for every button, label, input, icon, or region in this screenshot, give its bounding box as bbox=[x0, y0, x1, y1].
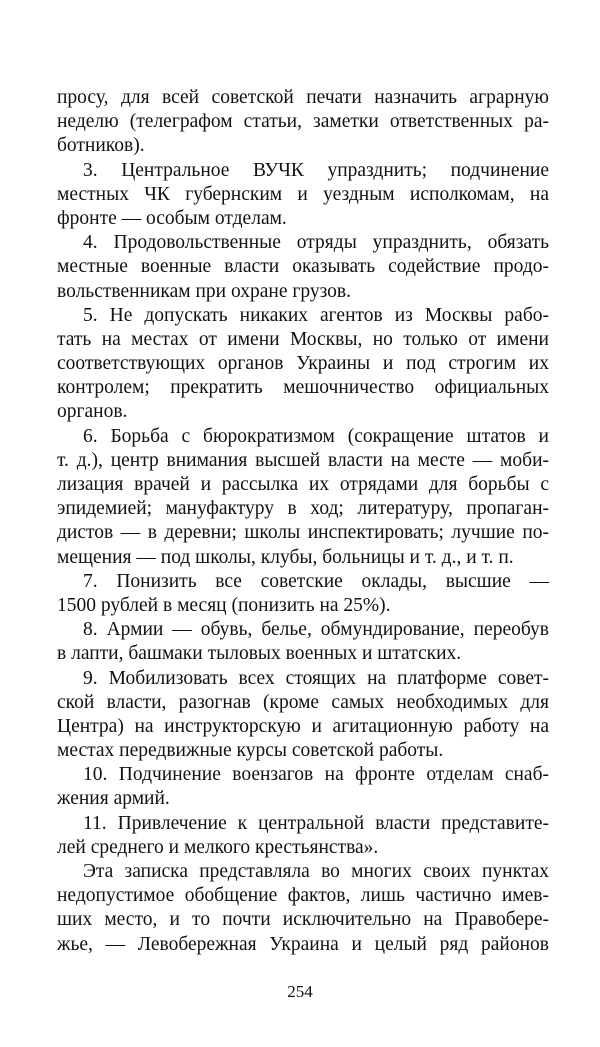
paragraph-item-11 bbox=[57, 812, 549, 860]
paragraph-commentary bbox=[57, 860, 549, 957]
text-line: ботников). bbox=[57, 135, 145, 157]
page-number: 254 bbox=[287, 982, 313, 1001]
text-line: 10. Подчинение воензагов на фронте отделам снаб- bbox=[83, 764, 549, 786]
text-line: т. д.), центр внимания высшей власти на месте — моби- bbox=[57, 449, 549, 471]
page-body bbox=[57, 86, 549, 957]
text-line: лизация врачей и рассылка их отрядами для борьбы с bbox=[57, 474, 549, 495]
text-line: эпидемией; мануфактуру в ход; литературу, пропаган- bbox=[57, 498, 549, 520]
text-line: жения армий. bbox=[57, 788, 170, 810]
text-line: мещения — под школы, клубы, больницы и т. д., и т. п. bbox=[57, 546, 514, 568]
text-line: 4. Продовольственные отряды упразднить, обязать bbox=[83, 232, 549, 254]
text-line: тать на местах от имени Москвы, но только от имени bbox=[57, 328, 549, 350]
text-line: ской власти, разогнав (кроме самых необходимых для bbox=[57, 691, 549, 713]
paragraph-item-6 bbox=[57, 425, 549, 570]
text-line: 3. Центральное ВУЧК упразднить; подчинение bbox=[83, 159, 549, 181]
paragraph bbox=[57, 86, 549, 159]
text-line: 1500 рублей в месяц (понизить на 25%). bbox=[57, 594, 391, 616]
text-line: соответствующих органов Украины и под строгим их bbox=[57, 353, 549, 375]
text-line: фронте — особым отделам. bbox=[57, 207, 287, 229]
paragraph-item-10 bbox=[57, 763, 549, 811]
paragraph-item-3 bbox=[57, 159, 549, 232]
text-line: 11. Привлечение к центральной власти представите- bbox=[83, 812, 549, 834]
text-line: вольственникам при охране грузов. bbox=[57, 280, 352, 302]
text-line: 7. Понизить все советские оклады, высшие — bbox=[83, 570, 549, 592]
text-line: местные военные власти оказывать содействие продо- bbox=[57, 256, 549, 278]
text-line: Эта записка представляла во многих своих пунктах bbox=[83, 861, 549, 882]
text-line: Центра) на инструкторскую и агитационную работу на bbox=[57, 715, 549, 737]
text-line: контролем; прекратить мешочничество официальных bbox=[57, 377, 549, 399]
text-line: просу, для всей советской печати назначить аграрную bbox=[57, 87, 549, 108]
text-line: органов. bbox=[57, 401, 128, 423]
paragraph-item-5 bbox=[57, 304, 549, 425]
text-line: местных ЧК губернским и уездным исполкомам, на bbox=[57, 183, 549, 205]
text-line: жье, — Левобережная Украина и целый ряд районов bbox=[57, 933, 549, 955]
text-line: лей среднего и мелкого крестьянства». bbox=[57, 836, 379, 858]
text-line: неделю (телеграфом статьи, заметки ответственных ра- bbox=[57, 111, 549, 133]
text-line: 8. Армии — обувь, белье, обмундирование, переобув bbox=[83, 619, 549, 641]
paragraph-item-9 bbox=[57, 667, 549, 764]
paragraph-item-8 bbox=[57, 618, 549, 666]
paragraph-item-7 bbox=[57, 570, 549, 618]
text-line: в лапти, башмаки тыловых военных и штатских. bbox=[57, 643, 462, 665]
text-line: дистов — в деревни; школы инспектировать; лучшие по- bbox=[57, 522, 549, 544]
text-line: местах передвижные курсы советской работы. bbox=[57, 740, 444, 762]
text-line: 5. Не допускать никаких агентов из Москвы рабо- bbox=[83, 304, 549, 326]
text-line: недопустимое обобщение фактов, лишь частично имев- bbox=[57, 885, 549, 907]
text-line: 6. Борьба с бюрократизмом (сокращение штатов и bbox=[83, 425, 549, 447]
paragraph-item-4 bbox=[57, 231, 549, 304]
text-line: ших место, и то почти исключительно на Правобере- bbox=[57, 909, 549, 931]
text-line: 9. Мобилизовать всех стоящих на платформе совет- bbox=[83, 667, 549, 689]
